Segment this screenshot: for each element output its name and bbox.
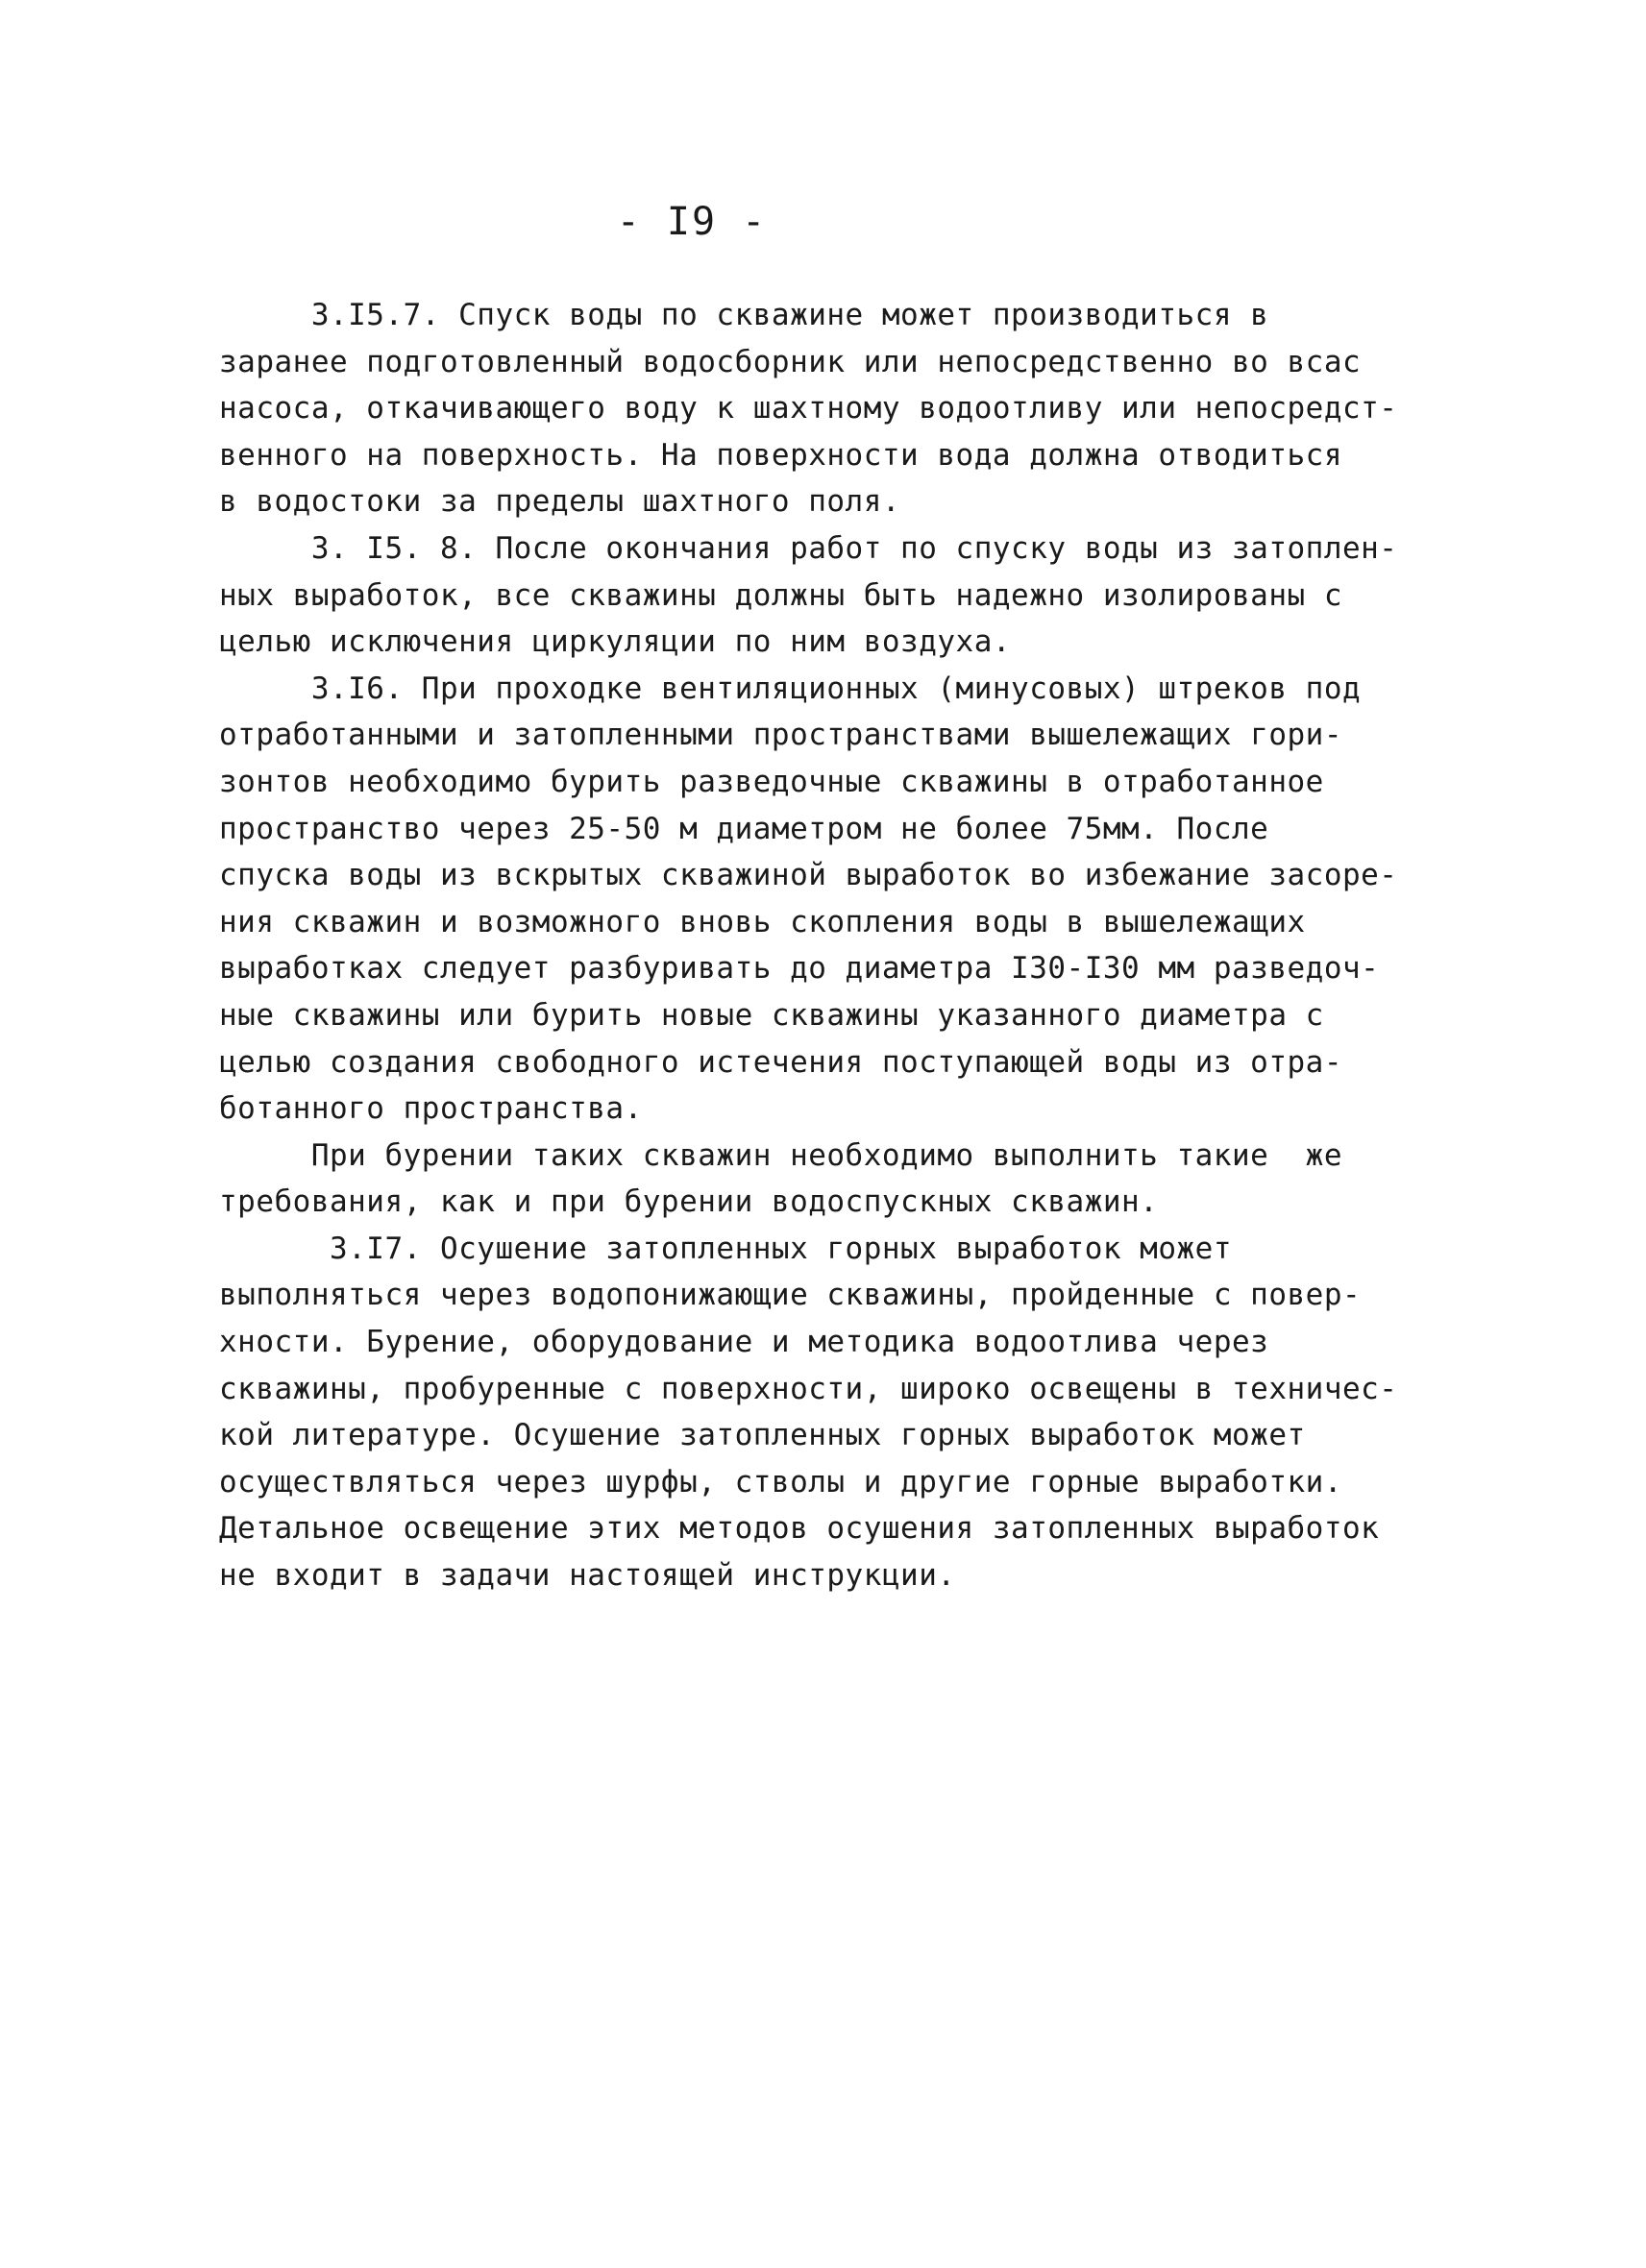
text-line: кой литературе. Осушение затопленных горных выработок может: [219, 1418, 1306, 1453]
text-line: скважины, пробуренные с поверхности, широко освещены в техничес-: [219, 1371, 1398, 1406]
text-line: осуществляться через шурфы, стволы и другие горные выработки.: [219, 1464, 1342, 1500]
text-line: ные скважины или бурить новые скважины указанного диаметра с: [219, 997, 1324, 1033]
text-line: выработках следует разбуривать до диаметра I30-I30 мм разведоч-: [219, 951, 1380, 987]
text-line: ния скважин и возможного вновь скопления воды в вышележащих: [219, 904, 1306, 939]
text-line: отработанными и затопленными пространствами вышележащих гори-: [219, 718, 1342, 753]
text-line: выполняться через водопонижающие скважины, пройденные с повер-: [219, 1278, 1362, 1313]
text-line: 3. I5. 8. После окончания работ по спуску воды из затоплен-: [219, 530, 1398, 566]
text-line: 3.I7. Осушение затопленных горных выработок может: [219, 1231, 1232, 1266]
body-text: [219, 292, 1468, 1599]
text-line: ботанного пространства.: [219, 1091, 643, 1127]
text-line: требования, как и при бурении водоспускных скважин.: [219, 1184, 1159, 1220]
text-line: ных выработок, все скважины должны быть надежно изолированы с: [219, 577, 1342, 613]
text-line: Детальное освещение этих методов осушения затопленных выработок: [219, 1511, 1380, 1547]
text-line: хности. Бурение, оборудование и методика водоотлива через: [219, 1325, 1269, 1360]
text-line: 3.I5.7. Спуск воды по скважине может производиться в: [219, 298, 1269, 332]
text-line: 3.I6. При проходке вентиляционных (минусовых) штреков под: [219, 671, 1362, 706]
text-line: При бурении таких скважин необходимо выполнить такие же: [219, 1137, 1342, 1173]
text-line: заранее подготовленный водосборник или непосредственно во всас: [219, 344, 1362, 379]
text-line: венного на поверхность. На поверхности вода должна отводиться: [219, 437, 1342, 473]
text-line: пространство через 25-50 м диаметром не более 75мм. После: [219, 811, 1269, 846]
text-line: в водостоки за пределы шахтного поля.: [219, 484, 901, 520]
page-number: - I9 -: [616, 200, 768, 244]
text-line: зонтов необходимо бурить разведочные скважины в отработанное: [219, 764, 1324, 799]
text-line: не входит в задачи настоящей инструкции.: [219, 1558, 956, 1594]
text-line: целью исключения циркуляции по ним воздуха.: [219, 624, 1012, 660]
text-line: целью создания свободного истечения поступающей воды из отра-: [219, 1044, 1342, 1080]
text-line: спуска воды из вскрытых скважиной выработок во избежание засоре-: [219, 858, 1398, 893]
text-line: насоса, откачивающего воду к шахтному водоотливу или непосредст-: [219, 391, 1398, 427]
